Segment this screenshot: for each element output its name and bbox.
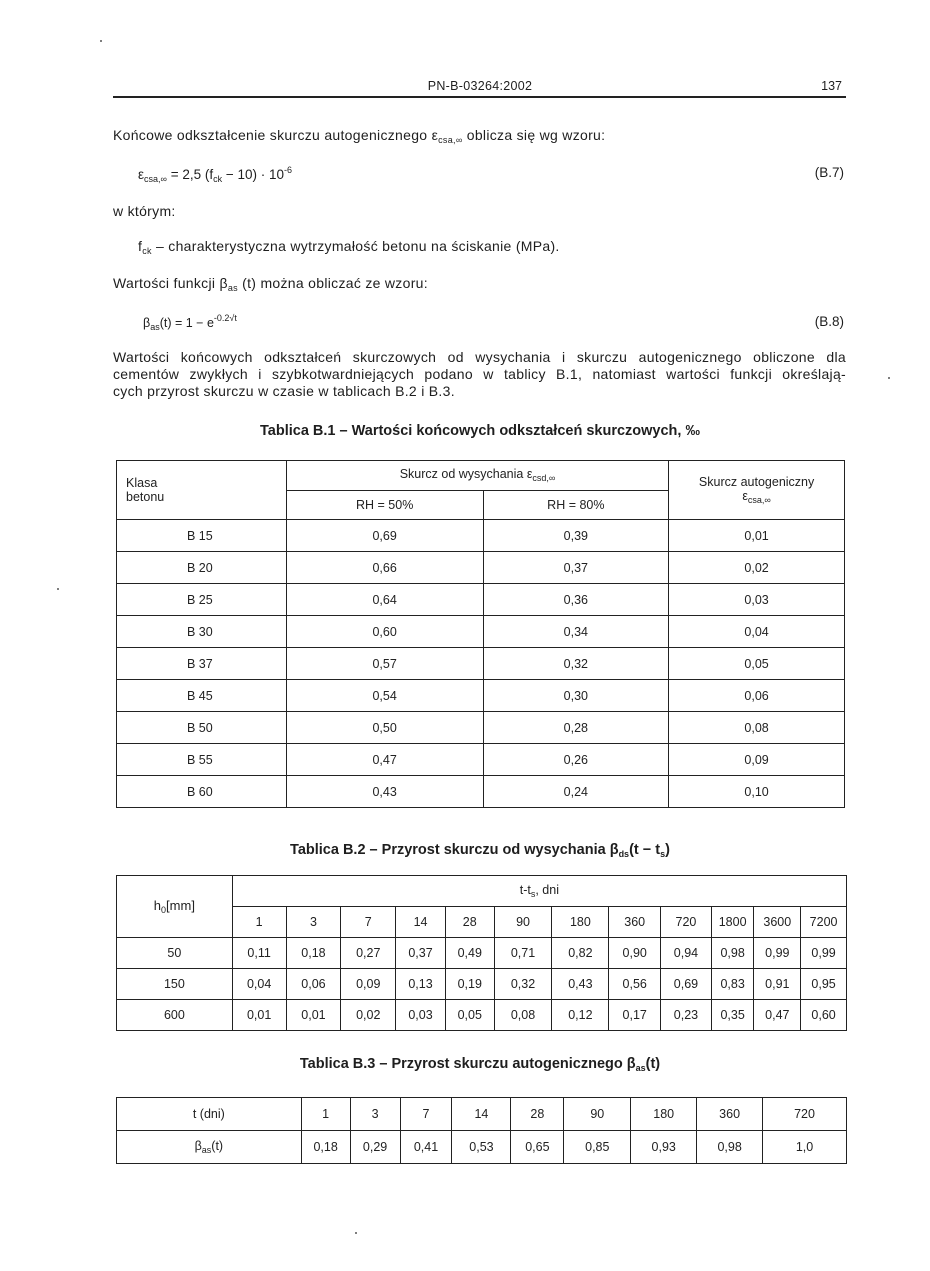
time-cell: 7	[400, 1098, 452, 1131]
table-row	[117, 520, 845, 552]
value-cell: 0,09	[341, 969, 396, 1000]
intro-subscript: csa,∞	[438, 135, 463, 145]
value-cell: 0,32	[494, 969, 552, 1000]
values-line-2: cementów zwykłych i szybkotwardniejących podano w tablicy B.1, natomiast wartości funkcji określają-	[113, 366, 846, 382]
b2-caption-after: (t − t	[629, 842, 661, 858]
value-cell: 0,28	[483, 712, 669, 744]
auto-header-text: Skurcz autogeniczny	[698, 475, 815, 489]
time-header-cell: 90	[494, 907, 552, 938]
value-cell: 0,98	[711, 938, 754, 969]
value-cell: 0,82	[552, 938, 609, 969]
table-row	[117, 969, 847, 1000]
table-row	[117, 1000, 847, 1031]
value-cell: 1,0	[763, 1131, 847, 1164]
table-row	[117, 744, 845, 776]
beta-label: β	[194, 1139, 202, 1153]
concrete-class-cell: B 55	[117, 744, 287, 776]
value-cell: 0,09	[669, 744, 845, 776]
value-cell: 0,05	[669, 648, 845, 680]
concrete-class-cell: B 15	[117, 520, 287, 552]
value-cell: 0,54	[286, 680, 483, 712]
value-cell: 0,13	[396, 969, 446, 1000]
value-cell: 0,18	[301, 1131, 350, 1164]
value-cell: 0,02	[341, 1000, 396, 1031]
scan-speck	[57, 588, 59, 590]
value-cell: 0,01	[286, 1000, 341, 1031]
equation-b7	[138, 165, 292, 184]
h0-cell: 600	[117, 1000, 233, 1031]
value-cell: 0,04	[232, 969, 286, 1000]
table-b2	[116, 875, 847, 1031]
value-cell: 0,50	[286, 712, 483, 744]
value-cell: 0,93	[631, 1131, 697, 1164]
time-cell: 180	[631, 1098, 697, 1131]
value-cell: 0,36	[483, 584, 669, 616]
value-cell: 0,08	[494, 1000, 552, 1031]
value-cell: 0,95	[801, 969, 847, 1000]
time-header-cell: 1	[232, 907, 286, 938]
value-cell: 0,23	[661, 1000, 712, 1031]
time-label: t-t	[519, 883, 531, 897]
value-cell: 0,02	[669, 552, 845, 584]
table-b3-caption	[0, 1056, 930, 1073]
intro-text-end: oblicza się wg wzoru:	[462, 127, 606, 143]
table-b3	[116, 1097, 847, 1164]
value-cell: 0,18	[286, 938, 341, 969]
time-header-cell: 1800	[711, 907, 754, 938]
time-header-cell: 360	[609, 907, 661, 938]
header-rule	[113, 96, 846, 98]
w-ktorym-text: w którym:	[113, 203, 176, 219]
value-cell: 0,06	[286, 969, 341, 1000]
table-b3-t-label: t (dni)	[117, 1098, 302, 1131]
time-header-cell: 28	[445, 907, 494, 938]
eq-b8-beta: β	[143, 316, 151, 330]
values-line-1: Wartości końcowych odkształceń skurczowych od wysychania i skurczu autogenicznego obliczone dla	[113, 349, 846, 365]
value-cell: 0,53	[452, 1131, 511, 1164]
concrete-class-cell: B 37	[117, 648, 287, 680]
value-cell: 0,24	[483, 776, 669, 808]
b3-caption-sub: as	[635, 1063, 646, 1073]
table-row	[117, 938, 847, 969]
value-cell: 0,35	[711, 1000, 754, 1031]
value-cell: 0,64	[286, 584, 483, 616]
b2-caption-text: Tablica B.2 – Przyrost skurczu od wysychania β	[290, 842, 619, 858]
value-cell: 0,60	[801, 1000, 847, 1031]
value-cell: 0,47	[286, 744, 483, 776]
value-cell: 0,05	[445, 1000, 494, 1031]
value-cell: 0,04	[669, 616, 845, 648]
values-paragraph	[113, 349, 846, 400]
value-cell: 0,90	[609, 938, 661, 969]
value-cell: 0,32	[483, 648, 669, 680]
concrete-class-cell: B 30	[117, 616, 287, 648]
value-cell: 0,69	[286, 520, 483, 552]
concrete-class-cell: B 50	[117, 712, 287, 744]
value-cell: 0,65	[511, 1131, 564, 1164]
eq-b7-fck-sub: ck	[213, 174, 223, 184]
table-b1-drying-header	[286, 461, 668, 491]
fck-definition	[138, 238, 560, 256]
time-cell: 14	[452, 1098, 511, 1131]
eq-b8-exponent: -0.2√t	[213, 313, 237, 323]
fck-text: – charakterystyczna wytrzymałość betonu na ściskanie (MPa).	[151, 238, 560, 254]
values-line-3: cych przyrost skurczu w czasie w tablicach B.2 i B.3.	[113, 383, 455, 399]
value-cell: 0,39	[483, 520, 669, 552]
beta-label-end: (t)	[211, 1139, 224, 1153]
table-row	[117, 776, 845, 808]
time-unit: , dni	[535, 883, 559, 897]
table-b2-time-header	[232, 876, 846, 907]
h0-sub: 0	[161, 905, 167, 915]
page-number: 137	[821, 79, 842, 93]
b2-caption-sub: ds	[618, 849, 630, 859]
equation-b8-number: (B.8)	[814, 314, 844, 329]
value-cell: 0,01	[232, 1000, 286, 1031]
equation-b7-number: (B.7)	[814, 165, 844, 180]
scan-speck	[355, 1232, 357, 1234]
beta-text: Wartości funkcji β	[113, 275, 228, 291]
table-b1-rh80-header: RH = 80%	[483, 490, 669, 520]
value-cell: 0,10	[669, 776, 845, 808]
auto-header-sub: csa,∞	[747, 495, 771, 505]
concrete-class-cell: B 45	[117, 680, 287, 712]
value-cell: 0,17	[609, 1000, 661, 1031]
fck-symbol: f	[138, 238, 143, 254]
table-row	[117, 616, 845, 648]
value-cell: 0,57	[286, 648, 483, 680]
value-cell: 0,99	[801, 938, 847, 969]
time-header-cell: 7200	[801, 907, 847, 938]
value-cell: 0,47	[754, 1000, 801, 1031]
class-header-line1: Klasa	[126, 476, 158, 490]
time-header-cell: 720	[661, 907, 712, 938]
eq-b7-exponent: -6	[284, 165, 293, 175]
eq-b7-power: − 10) · 10	[222, 167, 285, 182]
value-cell: 0,43	[286, 776, 483, 808]
value-cell: 0,56	[609, 969, 661, 1000]
table-b2-caption	[0, 842, 930, 859]
beta-text-end: (t) można obliczać ze wzoru:	[237, 275, 428, 291]
time-header-cell: 14	[396, 907, 446, 938]
eq-b7-coef: = 2,5 (f	[166, 167, 214, 182]
time-header-cell: 3	[286, 907, 341, 938]
b3-caption-text: Tablica B.3 – Przyrost skurczu autogenicznego β	[299, 1056, 636, 1072]
value-cell: 0,03	[396, 1000, 446, 1031]
value-cell: 0,71	[494, 938, 552, 969]
value-cell: 0,49	[445, 938, 494, 969]
value-cell: 0,94	[661, 938, 712, 969]
value-cell: 0,37	[396, 938, 446, 969]
value-cell: 0,29	[350, 1131, 400, 1164]
scan-speck	[888, 377, 890, 379]
scan-speck	[100, 40, 102, 42]
value-cell: 0,12	[552, 1000, 609, 1031]
value-cell: 0,99	[754, 938, 801, 969]
table-b3-beta-label	[117, 1131, 302, 1164]
value-cell: 0,01	[669, 520, 845, 552]
b2-caption-sub2: s	[660, 849, 666, 859]
fck-subscript: ck	[142, 246, 152, 256]
time-cell: 3	[350, 1098, 400, 1131]
time-header-cell: 7	[341, 907, 396, 938]
value-cell: 0,11	[232, 938, 286, 969]
concrete-class-cell: B 60	[117, 776, 287, 808]
h0-label: h	[153, 898, 162, 913]
table-b1-class-header	[117, 461, 287, 520]
time-cell: 1	[301, 1098, 350, 1131]
value-cell: 0,08	[669, 712, 845, 744]
value-cell: 0,83	[711, 969, 754, 1000]
value-cell: 0,34	[483, 616, 669, 648]
drying-header-text: Skurcz od wysychania ε	[399, 467, 533, 482]
value-cell: 0,26	[483, 744, 669, 776]
value-cell: 0,91	[754, 969, 801, 1000]
table-b1-caption: Tablica B.1 – Wartości końcowych odkształceń skurczowych, ‰	[260, 423, 700, 439]
value-cell: 0,60	[286, 616, 483, 648]
table-row	[117, 712, 845, 744]
time-cell: 360	[697, 1098, 763, 1131]
table-row	[117, 552, 845, 584]
beta-paragraph	[113, 275, 846, 297]
standard-code: PN-B-03264:2002	[427, 79, 533, 93]
auto-header-symbol: ε	[742, 489, 748, 503]
class-header-line2: betonu	[126, 490, 165, 504]
table-b1	[116, 460, 845, 808]
value-cell: 0,69	[661, 969, 712, 1000]
value-cell: 0,98	[697, 1131, 763, 1164]
table-b2-h0-header	[117, 876, 233, 938]
time-cell: 720	[763, 1098, 847, 1131]
value-cell: 0,06	[669, 680, 845, 712]
h0-unit: [mm]	[166, 898, 195, 913]
drying-header-sub: csd,∞	[532, 473, 556, 484]
time-cell: 28	[511, 1098, 564, 1131]
b2-caption-end: )	[665, 842, 670, 858]
eq-b8-beta-sub: as	[150, 322, 160, 332]
time-cell: 90	[564, 1098, 631, 1131]
equation-b8	[143, 313, 237, 332]
time-sub: s	[530, 889, 536, 899]
value-cell: 0,85	[564, 1131, 631, 1164]
value-cell: 0,27	[341, 938, 396, 969]
intro-paragraph	[113, 127, 846, 149]
table-row	[117, 584, 845, 616]
value-cell: 0,66	[286, 552, 483, 584]
time-header-cell: 3600	[754, 907, 801, 938]
table-b1-rh50-header: RH = 50%	[286, 490, 483, 520]
table-b1-auto-header	[669, 461, 845, 520]
value-cell: 0,37	[483, 552, 669, 584]
beta-label-sub: as	[201, 1145, 212, 1155]
time-header-cell: 180	[552, 907, 609, 938]
h0-cell: 50	[117, 938, 233, 969]
value-cell: 0,43	[552, 969, 609, 1000]
concrete-class-cell: B 20	[117, 552, 287, 584]
eq-b7-epsilon-sub: csa,∞	[144, 174, 167, 184]
value-cell: 0,41	[400, 1131, 452, 1164]
table-row	[117, 680, 845, 712]
value-cell: 0,03	[669, 584, 845, 616]
concrete-class-cell: B 25	[117, 584, 287, 616]
intro-text: Końcowe odkształcenie skurczu autogenicznego ε	[113, 127, 439, 143]
value-cell: 0,19	[445, 969, 494, 1000]
beta-subscript: as	[227, 283, 238, 293]
h0-cell: 150	[117, 969, 233, 1000]
value-cell: 0,30	[483, 680, 669, 712]
eq-b8-body: (t) = 1 − e	[159, 316, 214, 330]
table-row	[117, 648, 845, 680]
eq-b7-epsilon: ε	[138, 167, 145, 182]
b3-caption-end: (t)	[645, 1056, 661, 1072]
